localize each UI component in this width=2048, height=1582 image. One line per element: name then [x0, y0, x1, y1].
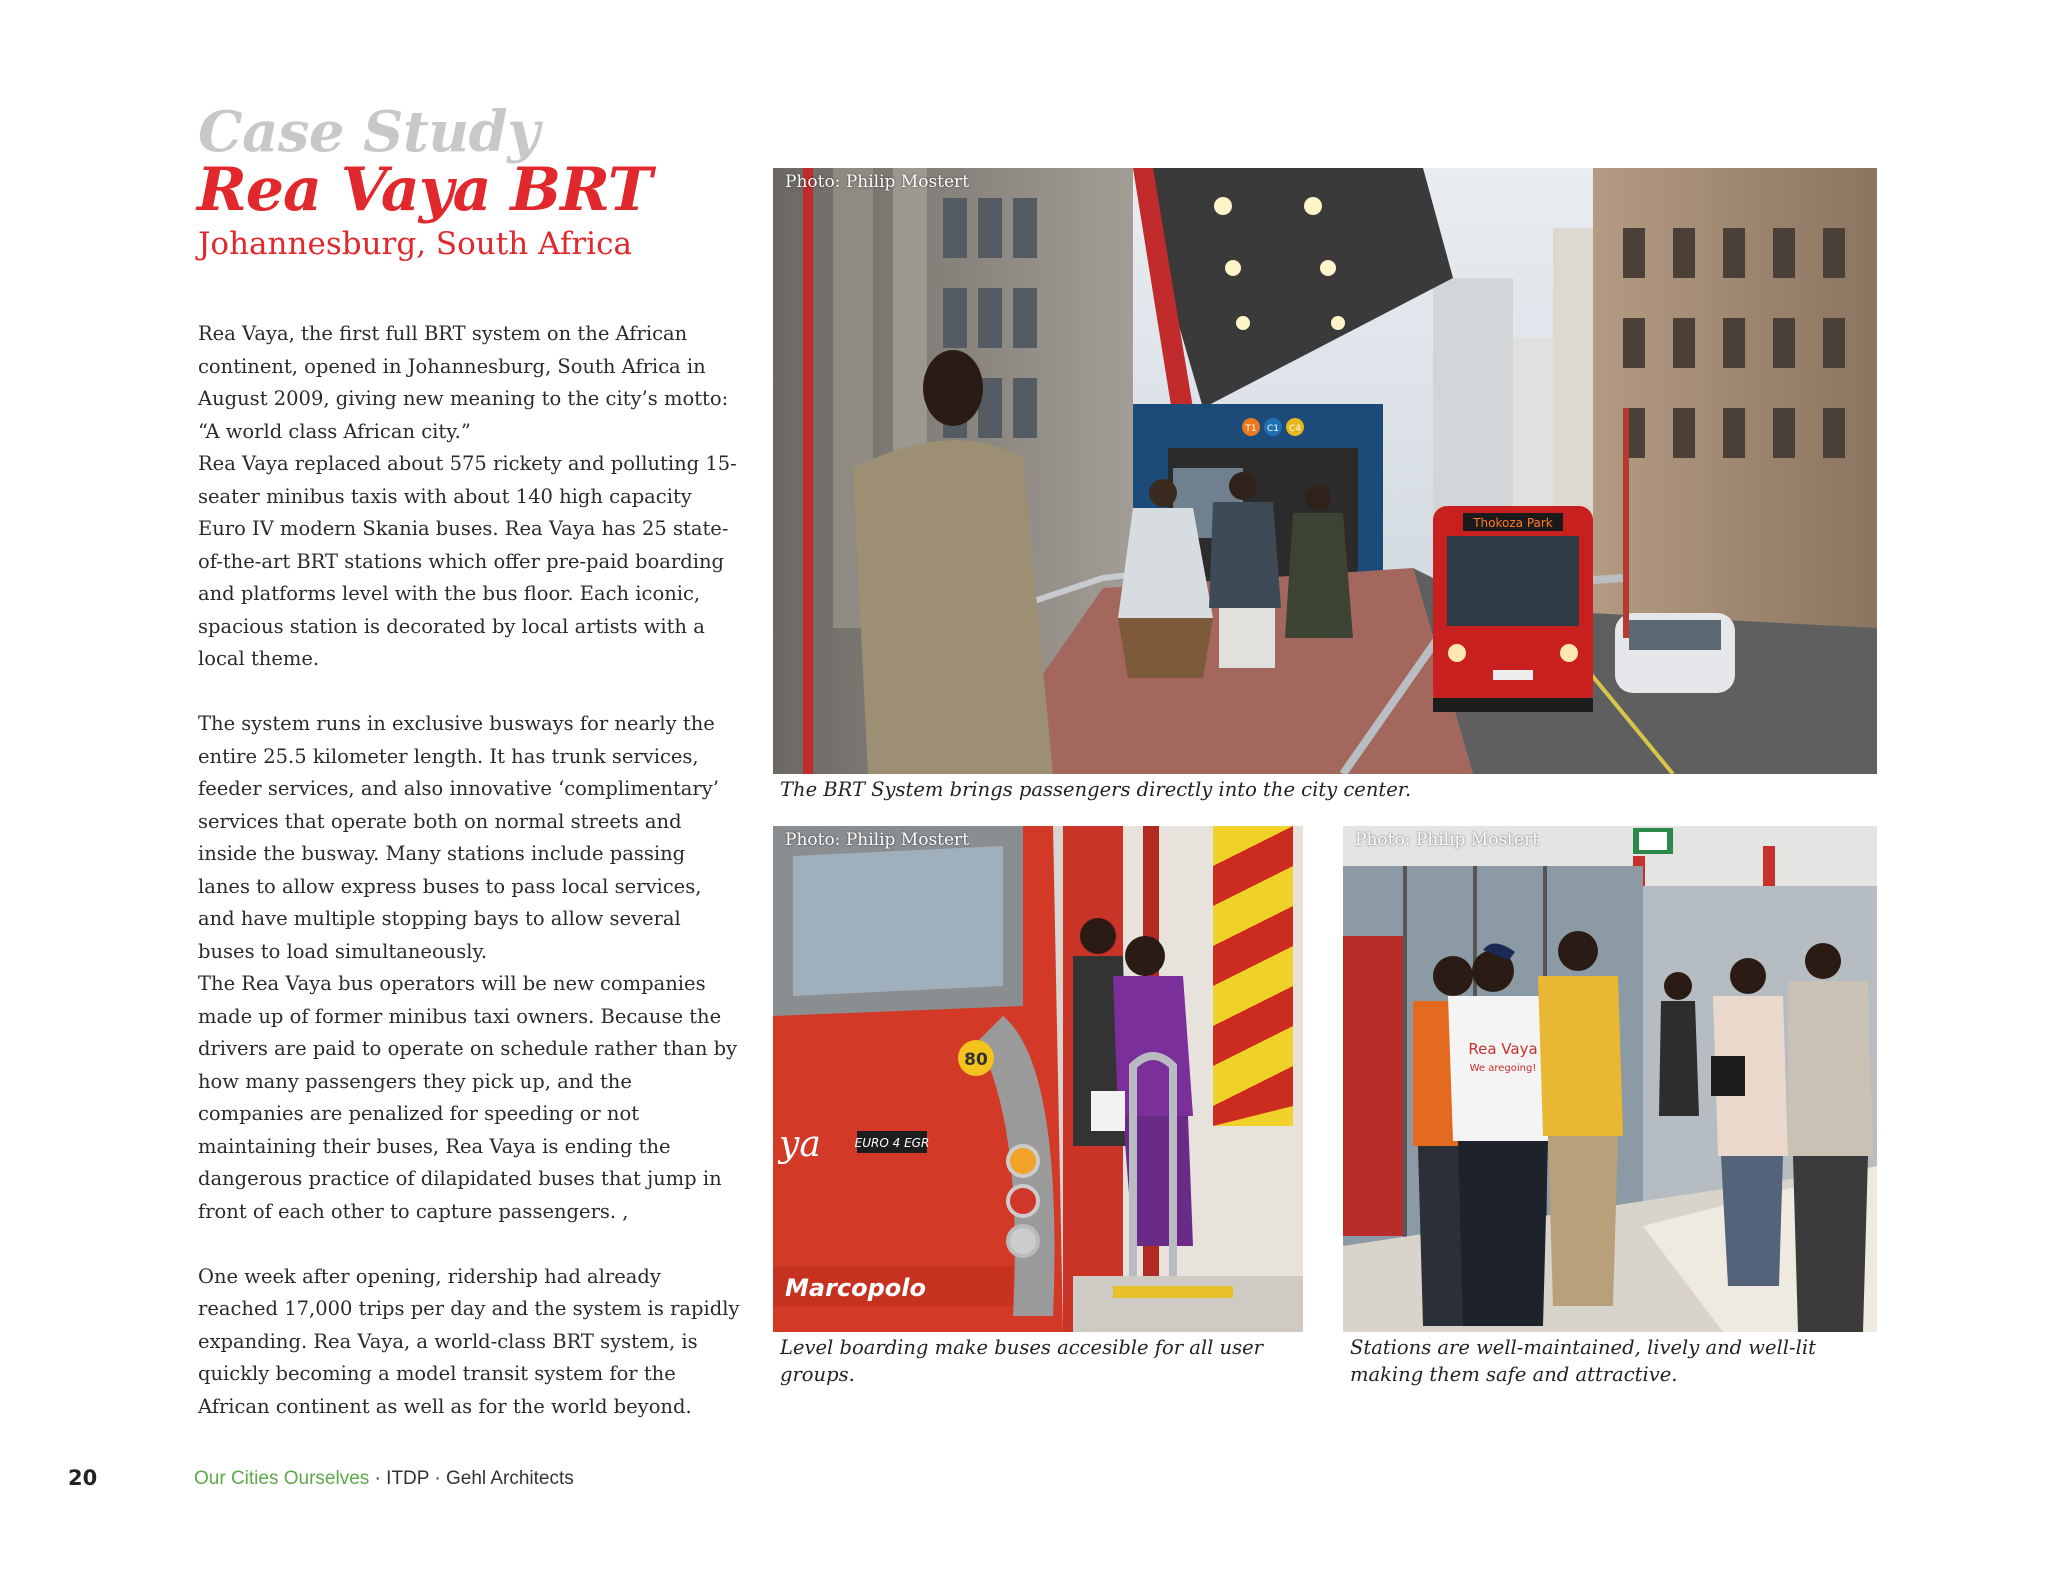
route-badge: C4	[1288, 424, 1302, 434]
page-title: Rea Vaya BRT	[197, 155, 652, 225]
body-text-column	[198, 318, 743, 1423]
footer-authors: · ITDP · Gehl Architects	[369, 1468, 574, 1489]
boarding-photo-illustration	[773, 826, 1303, 1332]
body-paragraph: One week after opening, ridership had already reached 17,000 trips per day and the system is rapidly expanding. Rea Vaya, a world-class BRT system, is quickly becoming a model transit system for the African continent as well as for the world beyond.	[198, 1264, 740, 1418]
bus-number: 80	[964, 1050, 988, 1070]
body-paragraph: Rea Vaya, the first full BRT system on the African continent, opened in Johannesburg, South Africa in August 2009, giving new meaning to the city’s motto: “A world class African city.”	[198, 322, 729, 443]
page-number: 20	[68, 1466, 98, 1490]
footer-publication-title: Our Cities Ourselves	[194, 1468, 370, 1489]
boarding-photo	[773, 826, 1303, 1332]
main-photo-illustration	[773, 168, 1877, 774]
body-paragraph: The Rea Vaya bus operators will be new companies made up of former minibus taxi owners. Because the drivers are paid to operate on schedule rather than by how many passengers they pick up, and the companies are penalized for speeding or not maintaining their buses, Rea Vaya is ending the dangerous practice of dilapidated buses that jump in front of each other to capture passengers. ,	[198, 972, 738, 1223]
page-subtitle: Johannesburg, South Africa	[198, 226, 632, 262]
bus-euro-badge: EURO 4 EGR	[854, 1136, 930, 1150]
station-photo	[1343, 826, 1877, 1332]
bus-destination-sign: Thokoza Park	[1473, 516, 1553, 530]
bus-brand-lettering: Marcopolo	[785, 1274, 927, 1302]
case-study-kicker: Case Study	[198, 99, 540, 165]
route-badge: C1	[1266, 424, 1280, 434]
photo-credit: Photo: Philip Mostert	[1355, 830, 1540, 850]
station-photo-illustration	[1343, 826, 1877, 1332]
shirt-sublettering: We aregoing!	[1469, 1063, 1537, 1074]
route-badge: T1	[1245, 424, 1257, 434]
boarding-photo-caption: Level boarding make buses accesible for all user groups.	[780, 1336, 1263, 1386]
main-photo	[773, 168, 1877, 774]
body-paragraph: The system runs in exclusive busways for nearly the entire 25.5 kilometer length. It has trunk services, feeder services, and also innovative ‘complimentary’ services that operate both on normal streets and inside the busway. Many stations include passing lanes to allow express buses to pass local services, and have multiple stopping bays to allow several buses to load simultaneously.	[198, 712, 719, 963]
photo-credit: Photo: Philip Mostert	[785, 830, 970, 850]
main-photo-caption: The BRT System brings passengers directly into the city center.	[780, 778, 1412, 801]
photo-credit: Photo: Philip Mostert	[785, 172, 970, 192]
shirt-lettering: Rea Vaya	[1468, 1040, 1538, 1058]
body-paragraph: Rea Vaya replaced about 575 rickety and polluting 15-seater minibus taxis with about 140 high capacity Euro IV modern Skania buses. Rea Vaya has 25 state-of-the-art BRT stations which offer pre-paid boarding and platforms level with the bus floor. Each iconic, spacious station is decorated by local artists with a local theme.	[198, 452, 737, 670]
bus-lettering: ya	[779, 1124, 821, 1165]
footer-publication-line	[194, 1468, 574, 1490]
station-photo-caption: Stations are well-maintained, lively and well-lit making them safe and attractive.	[1350, 1336, 1816, 1386]
